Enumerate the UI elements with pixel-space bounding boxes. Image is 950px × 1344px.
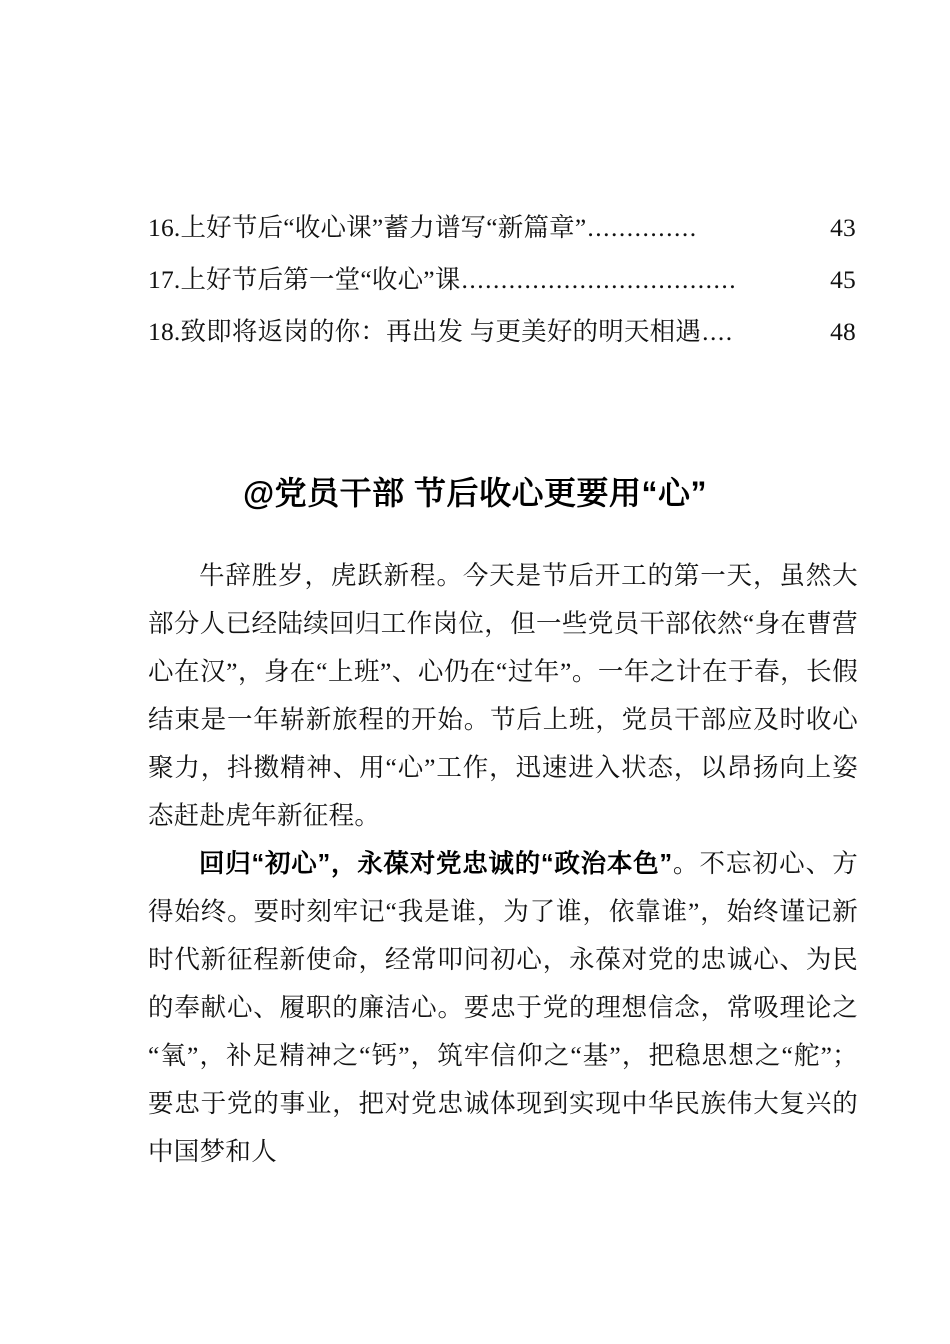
paragraph-lead: 回归“初心”，永葆对党忠诚的“政治本色” <box>199 850 673 878</box>
toc-leader-dots: ................................... <box>461 265 738 294</box>
toc-page-number: 48 <box>830 317 856 346</box>
toc-entry-title: 上好节后“收心课”蓄力谱写“新篇章” <box>180 213 587 242</box>
paragraph-text: 。不忘初心、方得始终。要时刻牢记“我是谁，为了谁，依靠谁”，始终谨记新时代新征程新使命，经常叩问初心，永葆对党的忠诚心、为民的奉献心、履职的廉洁心。要忠于党的理想信念，常吸理论之“氧”，补足精神之“钙”，筑牢信仰之“基”，把稳思想之“舵”；要忠于党的事业，把对党忠诚体现到实现中华民族伟大复兴的中国梦和人 <box>148 849 858 1166</box>
toc-entry-title: 上好节后第一堂“收心”课 <box>180 265 461 294</box>
toc-page-number: 45 <box>830 265 856 294</box>
toc-entry-number: 17. <box>148 265 181 294</box>
toc-entry[interactable] <box>148 306 856 358</box>
paragraph <box>148 552 858 840</box>
toc-entry-title: 致即将返岗的你：再出发 与更美好的明天相遇 <box>180 317 702 346</box>
toc-leader-dots: .... <box>702 317 734 346</box>
paragraph <box>148 840 858 1176</box>
toc-entry[interactable] <box>148 202 856 254</box>
toc-entry[interactable] <box>148 254 856 306</box>
article-title: @党员干部 节后收心更要用“心” <box>242 475 708 512</box>
toc-entry-number: 18. <box>148 317 181 346</box>
toc-leader-dots: .............. <box>587 213 698 242</box>
toc-page-number: 43 <box>830 213 856 242</box>
article-body <box>148 552 858 1176</box>
table-of-contents <box>148 202 856 358</box>
toc-entry-number: 16. <box>148 213 181 242</box>
paragraph-text: 牛辞胜岁，虎跃新程。今天是节后开工的第一天，虽然大部分人已经陆续回归工作岗位，但一些党员干部依然“身在曹营心在汉”，身在“上班”、心仍在“过年”。一年之计在于春，长假结束是一年崭新旅程的开始。节后上班，党员干部应及时收心聚力，抖擞精神、用“心”工作，迅速进入状态，以昂扬向上姿态赶赴虎年新征程。 <box>148 561 858 830</box>
